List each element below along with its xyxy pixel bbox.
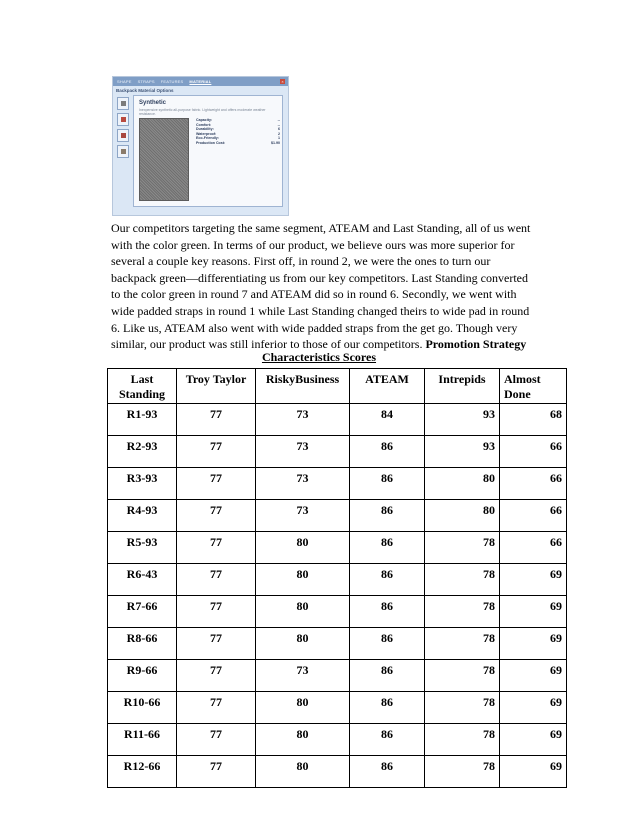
table-cell: 77	[177, 660, 256, 692]
table-cell: R8-66	[108, 628, 177, 660]
column-header: Troy Taylor	[177, 369, 256, 404]
close-icon: ×	[281, 79, 284, 84]
swatch-item	[117, 97, 129, 110]
stat-label: Production Cost:	[196, 140, 226, 145]
table-cell: 69	[500, 724, 567, 756]
table-cell: 86	[350, 500, 425, 532]
table-cell: 68	[500, 404, 567, 436]
table-row	[108, 724, 567, 756]
tab-features: FEATURES	[160, 79, 184, 84]
table-cell: 77	[177, 532, 256, 564]
table-cell: 86	[350, 756, 425, 788]
table-cell: 69	[500, 628, 567, 660]
table-cell: 77	[177, 692, 256, 724]
panel-title: Backpack Material Options	[116, 88, 174, 93]
column-header: Intrepids	[425, 369, 500, 404]
table-cell: 69	[500, 596, 567, 628]
table-row	[108, 468, 567, 500]
table-cell: 69	[500, 756, 567, 788]
table-cell: 73	[256, 468, 350, 500]
material-texture-image	[139, 118, 189, 201]
table-cell: 77	[177, 596, 256, 628]
table-cell: R11-66	[108, 724, 177, 756]
table-cell: 77	[177, 756, 256, 788]
stat-label: Comfort:	[196, 122, 212, 127]
stat-value: --	[277, 122, 280, 127]
table-cell: 77	[177, 500, 256, 532]
table-cell: 78	[425, 692, 500, 724]
table-cell: R5-93	[108, 532, 177, 564]
table-row	[108, 756, 567, 788]
material-options-screenshot	[112, 76, 289, 216]
paragraph-text: Our competitors targeting the same segment, ATEAM and Last Standing, all of us went with the color green. In terms of our product, we believe ours was more superior for several a couple key reasons. First off, in round 2, we were the ones to turn our backpack green—differentiating us from our key competitors. Last Standing converted to the color green in round 7 and ATEAM did so in round 6. Secondly, we went with wide padded straps in round 1 while Last Standing changed theirs to wide pad in round 6. Like us, ATEAM also went with wide padded straps from the get go. Though very similar, our product was still inferior to those of our competitors.	[111, 221, 531, 352]
table-cell: R3-93	[108, 468, 177, 500]
stat-row	[196, 141, 280, 146]
material-name: Synthetic	[139, 100, 167, 106]
table-cell: 80	[425, 468, 500, 500]
table-cell: 93	[425, 404, 500, 436]
table-cell: 86	[350, 468, 425, 500]
stat-value: 2	[278, 131, 280, 136]
table-cell: R10-66	[108, 692, 177, 724]
table-row	[108, 596, 567, 628]
table-cell: 80	[256, 724, 350, 756]
stat-value: $1.90	[271, 140, 280, 145]
table-cell: 78	[425, 564, 500, 596]
swatch-item	[117, 129, 129, 142]
table-cell: 77	[177, 468, 256, 500]
table-cell: 66	[500, 436, 567, 468]
table-cell: 80	[256, 628, 350, 660]
table-title: Characteristics Scores	[261, 350, 377, 364]
swatch-color-icon	[121, 117, 126, 122]
table-cell: 77	[177, 436, 256, 468]
table-cell: 80	[256, 756, 350, 788]
table-cell: 77	[177, 628, 256, 660]
swatch-color-icon	[121, 133, 126, 138]
table-cell: 80	[256, 564, 350, 596]
table-row	[108, 532, 567, 564]
table-cell: 86	[350, 596, 425, 628]
tab-shape: SHAPE	[117, 79, 132, 84]
screenshot-tab-bar	[113, 77, 288, 86]
table-cell: 86	[350, 436, 425, 468]
stat-value: 1	[278, 136, 280, 140]
table-cell: 86	[350, 724, 425, 756]
table-header-row	[108, 369, 567, 404]
table-cell: 77	[177, 564, 256, 596]
characteristics-scores-table	[107, 368, 567, 788]
table-cell: 86	[350, 692, 425, 724]
table-cell: 78	[425, 660, 500, 692]
table-cell: 86	[350, 532, 425, 564]
swatch-color-icon	[121, 149, 126, 154]
table-cell: 93	[425, 436, 500, 468]
table-cell: 69	[500, 660, 567, 692]
body-paragraph	[111, 220, 531, 353]
table-row	[108, 500, 567, 532]
table-cell: R9-66	[108, 660, 177, 692]
tab-material: MATERIAL	[189, 79, 212, 84]
stat-value: 6	[278, 127, 280, 131]
table-cell: R1-93	[108, 404, 177, 436]
table-cell: 80	[256, 596, 350, 628]
table-cell: 73	[256, 500, 350, 532]
material-swatch-list	[117, 97, 129, 158]
table-cell: 80	[256, 532, 350, 564]
swatch-item	[117, 113, 129, 126]
table-cell: 80	[425, 500, 500, 532]
table-cell: 66	[500, 500, 567, 532]
stat-label: Durability:	[196, 127, 214, 131]
table-cell: R6-43	[108, 564, 177, 596]
table-cell: 80	[256, 692, 350, 724]
table-cell: 66	[500, 468, 567, 500]
table-row	[108, 564, 567, 596]
stat-label: Eco-Friendly:	[196, 136, 219, 140]
table-row	[108, 404, 567, 436]
table-cell: 86	[350, 660, 425, 692]
tab-straps: STRAPS	[137, 79, 155, 84]
table-row	[108, 628, 567, 660]
table-cell: 84	[350, 404, 425, 436]
column-header: RiskyBusiness	[256, 369, 350, 404]
table-cell: 78	[425, 628, 500, 660]
table-cell: 77	[177, 404, 256, 436]
stat-label: Waterproof:	[196, 131, 217, 136]
section-heading-promotion-strategy: Promotion Strategy	[425, 337, 527, 352]
table-cell: 66	[500, 532, 567, 564]
table-cell: 78	[425, 724, 500, 756]
table-cell: 86	[350, 628, 425, 660]
column-header: Last Standing	[108, 369, 177, 404]
material-detail-panel	[133, 95, 283, 207]
table-cell: 69	[500, 564, 567, 596]
table-cell: 86	[350, 564, 425, 596]
table-row	[108, 660, 567, 692]
table-cell: 78	[425, 596, 500, 628]
material-stats	[196, 118, 280, 145]
stat-value: --	[277, 118, 280, 122]
column-header: Almost Done	[500, 369, 567, 404]
table-cell: R2-93	[108, 436, 177, 468]
table-cell: 78	[425, 532, 500, 564]
material-description: Inexpensive synthetic all-purpose fabric. Lightweight and offers moderate weather resistance.	[139, 108, 266, 116]
table-cell: R7-66	[108, 596, 177, 628]
table-row	[108, 692, 567, 724]
column-header: ATEAM	[350, 369, 425, 404]
table-cell: R4-93	[108, 500, 177, 532]
swatch-color-icon	[121, 101, 126, 106]
stat-label: Capacity:	[196, 118, 213, 122]
table-cell: 73	[256, 404, 350, 436]
swatch-item	[117, 145, 129, 158]
table-cell: 69	[500, 692, 567, 724]
table-cell: R12-66	[108, 756, 177, 788]
table-cell: 73	[256, 436, 350, 468]
table-cell: 77	[177, 724, 256, 756]
table-cell: 78	[425, 756, 500, 788]
table-row	[108, 436, 567, 468]
table-cell: 73	[256, 660, 350, 692]
